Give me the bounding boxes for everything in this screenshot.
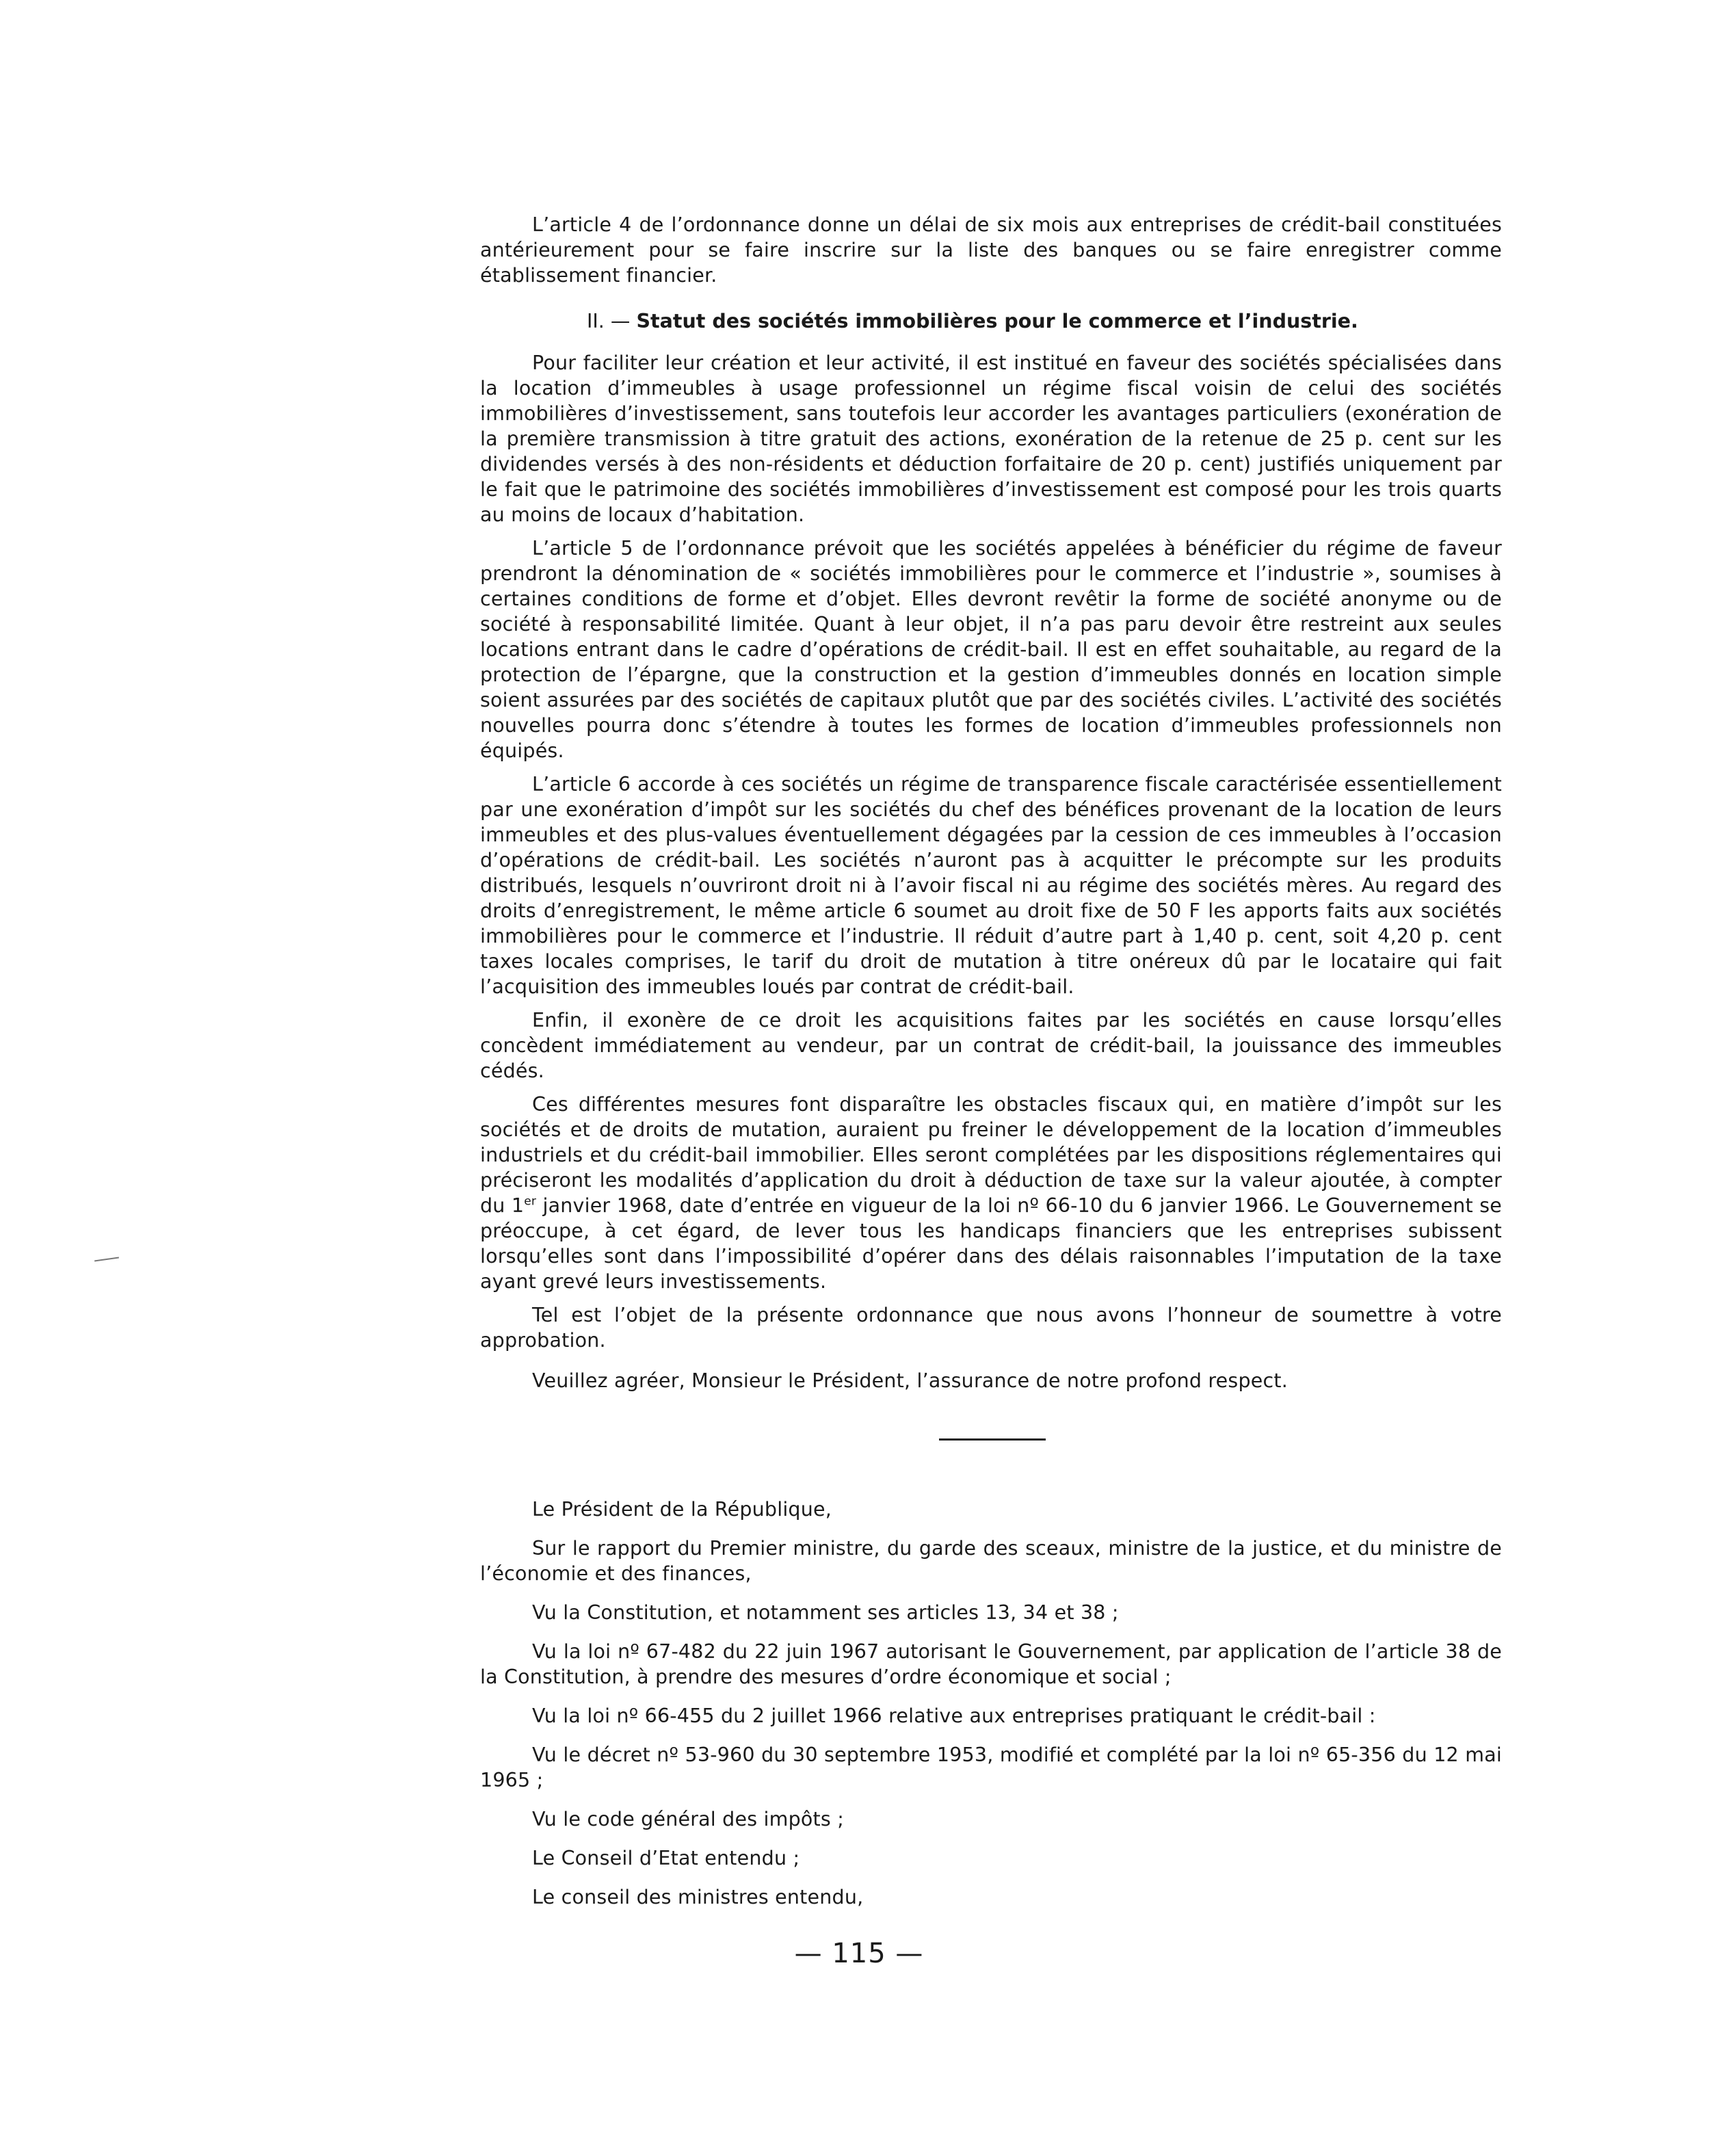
decree-line: Vu la loi nº 67-482 du 22 juin 1967 autorisant le Gouvernement, par application de l’article 38 de la Constitution, à prendre des mesures d’ordre économique et social ; <box>480 1640 1502 1688</box>
paragraph-intro: Pour faciliter leur création et leur activité, il est institué en faveur des sociétés spécialisées dans la location d’immeubles à usage professionnel un régime fiscal voisin de celui des sociétés immobilières d’investissement, sans toutefois leur accorder les avantages particuliers (exonération de la première transmission à titre gratuit des actions, exonération de la retenue de 25 p. cent sur les dividendes versés à des non-résidents et déduction forfaitaire de 20 p. cent) justifiés uniquement par le fait que le patrimoine des sociétés immobilières d’investissement est composé pour les trois quarts au moins de locaux d’habitation. <box>480 352 1502 526</box>
paragraph-article-6: L’article 6 accorde à ces sociétés un régime de transparence fiscale caractérisée essentiellement par une exonération d’impôt sur les sociétés du chef des bénéfices provenant de la location de leurs immeubles et des plus-values éventuellement dégagées par la cession de ces immeubles à l’occasion d’opérations de crédit-bail. Les sociétés n’auront pas à acquitter le précompte sur les produits distribués, lesquels n’ouvriront droit ni à l’avoir fiscal ni au régime des sociétés mères. Au regard des droits d’enregistrement, le même article 6 soumet au droit fixe de 50 F les apports faits aux sociétés immobilières pour le commerce et l’industrie. Il réduit d’autre part à 1,40 p. cent, soit 4,20 p. cent taxes locales comprises, le tarif du droit de mutation à titre onéreux dû par le locataire qui fait l’acquisition des immeubles loués par contrat de crédit-bail. <box>480 773 1502 998</box>
decree-line: Le Président de la République, <box>532 1498 832 1521</box>
scan-mark <box>94 1257 119 1262</box>
separator-rule <box>939 1438 1046 1441</box>
decree-line: Vu la loi nº 66-455 du 2 juillet 1966 relative aux entreprises pratiquant le crédit-bail : <box>532 1705 1376 1727</box>
decree-line: Sur le rapport du Premier ministre, du garde des sceaux, ministre de la justice, et du ministre de l’économie et des finances, <box>480 1537 1502 1585</box>
article-4-paragraph: L’article 4 de l’ordonnance donne un délai de six mois aux entreprises de crédit-bail constituées antérieurement pour se faire inscrire sur la liste des banques ou se faire enregistrer comme établissement financier. <box>480 213 1502 287</box>
decree-preamble <box>480 1497 1502 1910</box>
measures-superscript: er <box>524 1194 537 1209</box>
paragraph-measures <box>480 1092 1502 1294</box>
decree-line: Vu la Constitution, et notamment ses articles 13, 34 et 38 ; <box>532 1601 1119 1624</box>
decree-line: Le conseil des ministres entendu, <box>532 1886 864 1908</box>
measures-text-start: Ces différentes mesures font disparaître les obstacles fiscaux qui, en matière d’impôt sur les sociétés et de droits de mutation, auraient pu freiner le développement de la location d’immeubles industriels et du crédit-bail immobilier. Elles seront complétées par les dispositions réglementaires qui préciseront les modalités d’application du droit à déduction de taxe sur la valeur ajoutée, à compter du 1 <box>480 1093 1502 1217</box>
section-title: Statut des sociétés immobilières pour le commerce et l’industrie. <box>636 310 1358 332</box>
decree-line: Vu le décret nº 53-960 du 30 septembre 1953, modifié et complété par la loi nº 65-356 du 12 mai 1965 ; <box>480 1744 1502 1791</box>
paragraph-article-5: L’article 5 de l’ordonnance prévoit que les sociétés appelées à bénéficier du régime de faveur prendront la dénomination de « sociétés immobilières pour le commerce et l’industrie », soumises à certaines conditions de forme et d’objet. Elles devront revêtir la forme de société anonyme ou de société à responsabilité limitée. Quant à leur objet, il n’a pas paru devoir être restreint aux seules locations entrant dans le cadre d’opérations de crédit-bail. Il est en effet souhaitable, au regard de la protection de l’épargne, que la construction et la gestion d’immeubles donnés en location simple soient assurées par des sociétés de capitaux plutôt que par des sociétés civiles. L’activité des sociétés nouvelles pourra donc s’étendre à toutes les formes de location d’immeubles professionnels non équipés. <box>480 537 1502 762</box>
decree-line: Vu le code général des impôts ; <box>532 1808 844 1830</box>
page-number: — 115 — <box>794 1938 924 1969</box>
paragraph-exemption: Enfin, il exonère de ce droit les acquisitions faites par les sociétés en cause lorsqu’elles concèdent immédiatement au vendeur, par un contrat de crédit-bail, la jouissance des immeubles cédés. <box>480 1009 1502 1082</box>
measures-text-end: janvier 1968, date d’entrée en vigueur de la loi nº 66-10 du 6 janvier 1966. Le Gouvernement se préoccupe, à cet égard, de lever tous les handicaps financiers que les entreprises subissent lorsqu’elles sont dans l’impossibilité d’opérer dans des délais raisonnables l’imputation de la taxe ayant grevé leurs investissements. <box>480 1194 1502 1293</box>
paragraph-object: Tel est l’objet de la présente ordonnance que nous avons l’honneur de soumettre à votre approbation. <box>480 1304 1502 1352</box>
section-number: II. — <box>587 310 631 332</box>
section-heading <box>480 308 1502 334</box>
page-body <box>480 212 1502 1910</box>
paragraph-closing: Veuillez agréer, Monsieur le Président, l’assurance de notre profond respect. <box>532 1369 1288 1392</box>
decree-line: Le Conseil d’Etat entendu ; <box>532 1847 800 1869</box>
